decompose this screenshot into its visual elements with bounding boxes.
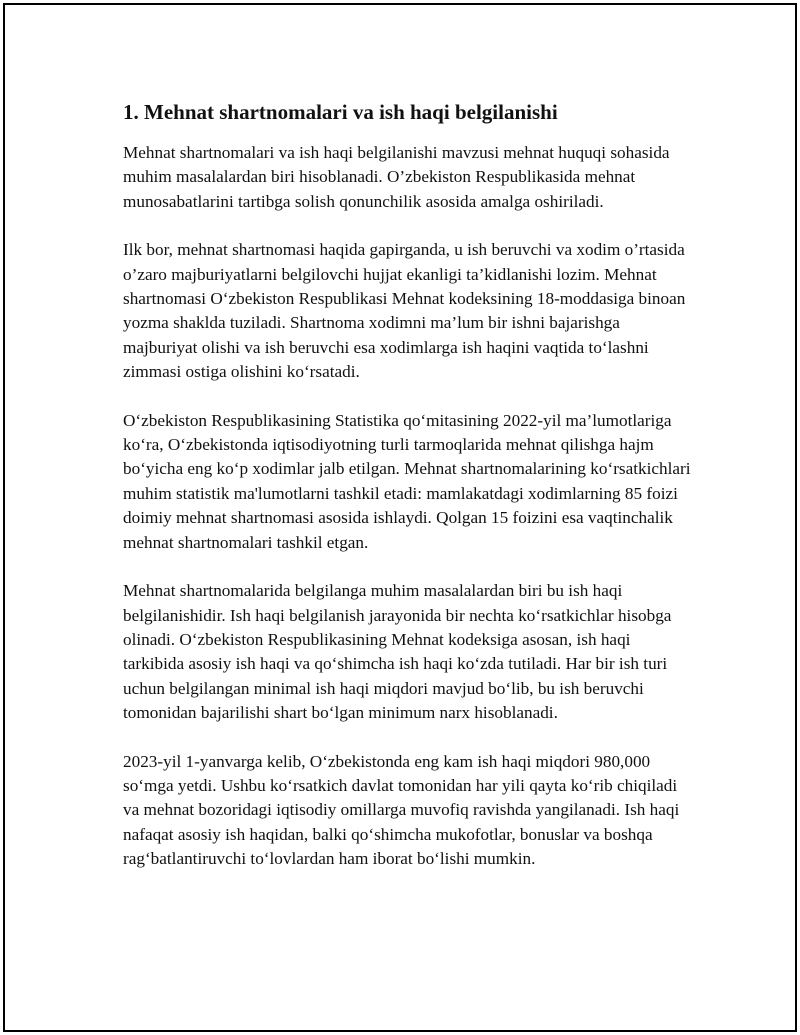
paragraph-wage-determination: Mehnat shartnomalarida belgilanga muhim masalalardan biri bu ish haqi belgilanishidir. Ish haqi belgilanish jarayonida bir nechta ko‘rsatkichlar hisobga olinadi. O‘zbekiston Respublikasining Mehnat kodeksiga asosan, ish haqi tarkibida asosiy ish haqi va qo‘shimcha ish haqi ko‘zda tutiladi. Har bir ish turi uchun belgilangan minimal ish haqi miqdori mavjud bo‘lib, bu ish beruvchi tomonidan bajarilishi shart bo‘lgan minimum narx hisoblanadi. — [123, 581, 672, 723]
document-body — [123, 99, 693, 896]
paragraph-statistics: O‘zbekiston Respublikasining Statistika qo‘mitasining 2022-yil ma’lumotlariga ko‘ra, O‘zbekistonda iqtisodiyotning turli tarmoqlarida mehnat qilishga hajm bo‘yicha eng ko‘p xodimlar jalb etilgan. Mehnat shartnomalarining ko‘rsatkichlari muhim statistik ma'lumotlarni tashkil etadi: mamlakatdagi xodimlarning 85 foizi doimiy mehnat shartnomasi asosida ishlaydi. Qolgan 15 foizini esa vaqtinchalik mehnat shartnomalari tashkil etgan. — [123, 410, 691, 552]
page-frame — [3, 3, 797, 1032]
paragraph-intro: Mehnat shartnomalari va ish haqi belgilanishi mavzusi mehnat huquqi sohasida muhim masalalardan biri hisoblanadi. O’zbekiston Respublikasida mehnat munosabatlarini tartibga solish qonunchilik asosida amalga oshiriladi. — [123, 143, 670, 211]
paragraph-minimum-wage: 2023-yil 1-yanvarga kelib, O‘zbekistonda eng kam ish haqi miqdori 980,000 so‘mga yetdi. Ushbu ko‘rsatkich davlat tomonidan har yili qayta ko‘rib chiqiladi va mehnat bozoridagi iqtisodiy omillarga muvofiq ravishda yangilanadi. Ish haqi nafaqat asosiy ish haqidan, balki qo‘shimcha mukofotlar, bonuslar va boshqa rag‘batlantiruvchi to‘lovlardan ham iborat bo‘lishi mumkin. — [123, 751, 680, 869]
document-title: 1. Mehnat shartnomalari va ish haqi belgilanishi — [123, 100, 558, 124]
paragraph-employment-contract: Ilk bor, mehnat shartnomasi haqida gapirganda, u ish beruvchi va xodim o’rtasida o’zaro majburiyatlarni belgilovchi hujjat ekanligi ta’kidlanishi lozim. Mehnat shartnomasi O‘zbekiston Respublikasi Mehnat kodeksining 18-moddasiga binoan yozma shaklda tuziladi. Shartnoma xodimni ma’lum bir ishni bajarishga majburiyat olishi va ish beruvchi esa xodimlarga ish haqini vaqtida to‘lashni zimmasi ostiga olishini ko‘rsatadi. — [123, 240, 686, 382]
